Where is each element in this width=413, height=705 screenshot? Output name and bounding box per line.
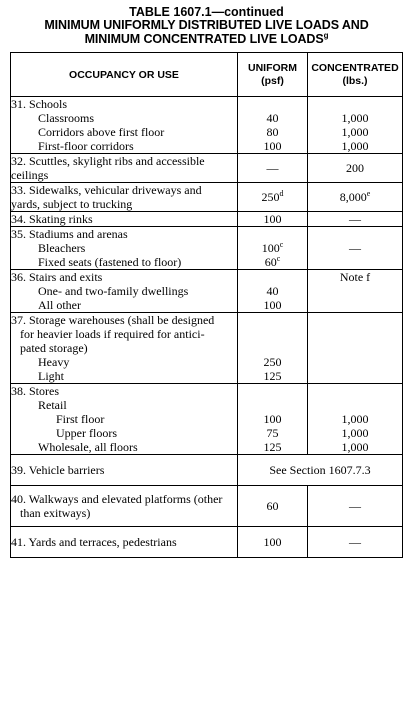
header-occupancy: OCCUPANCY OR USE <box>11 53 238 97</box>
footnote-marker: e <box>366 189 371 198</box>
concentrated-value: 1,000 <box>341 125 369 139</box>
uniform-value-row <box>238 255 307 269</box>
uniform-value: 100 <box>263 535 282 549</box>
uniform-cell <box>238 486 308 527</box>
concentrated-cell <box>308 212 403 227</box>
table-caption-number: TABLE 1607.1—continued <box>129 5 284 19</box>
uniform-value-row <box>238 241 307 255</box>
table-caption-title-line1: MINIMUM UNIFORMLY DISTRIBUTED LIVE LOADS AND <box>44 18 369 32</box>
uniform-cell <box>238 384 308 455</box>
uniform-cell <box>238 227 308 270</box>
occupancy-cell <box>11 97 238 154</box>
concentrated-cell <box>308 270 403 313</box>
row-item: All other <box>38 298 81 312</box>
occupancy-cell <box>11 154 238 183</box>
concentrated-cell <box>308 486 403 527</box>
uniform-value: 250 <box>263 355 282 369</box>
row-item: First-floor corridors <box>38 139 134 153</box>
concentrated-value: 200 <box>346 161 364 175</box>
table-row-yards <box>11 527 403 558</box>
row-title: 31. Schools <box>11 97 68 111</box>
concentrated-value: 8,000 <box>339 190 367 204</box>
table-row-stadiums <box>11 227 403 270</box>
row-title: 36. Stairs and exits <box>11 270 103 284</box>
row-title: 39. Vehicle barriers <box>11 463 105 477</box>
row-title: 35. Stadiums and arenas <box>11 227 128 241</box>
table-row-stairs <box>11 270 403 313</box>
occupancy-cell <box>11 527 238 558</box>
row-item: Corridors above first floor <box>38 125 165 139</box>
header-uniform <box>238 53 308 97</box>
concentrated-value: Note f <box>339 270 371 284</box>
uniform-value: 75 <box>266 426 279 440</box>
live-loads-table <box>10 52 403 558</box>
uniform-value: 100 <box>263 298 282 312</box>
table-row-walkways <box>11 486 403 527</box>
concentrated-cell <box>308 527 403 558</box>
concentrated-value: 1,000 <box>341 426 369 440</box>
occupancy-cell <box>11 270 238 313</box>
concentrated-cell <box>308 227 403 270</box>
spanning-value-cell <box>238 455 403 486</box>
table-row-stores <box>11 384 403 455</box>
concentrated-value: — <box>349 241 361 255</box>
row-title: 32. Scuttles, skylight ribs and accessible <box>11 154 205 168</box>
occupancy-cell <box>11 183 238 212</box>
concentrated-value: 1,000 <box>341 412 369 426</box>
header-concentrated-label: CONCENTRATED <box>311 61 399 74</box>
header-uniform-label: UNIFORM <box>248 61 297 74</box>
row-item: Wholesale, all floors <box>38 440 138 454</box>
row-subheading: Retail <box>38 398 67 412</box>
uniform-value: 60 <box>266 499 279 513</box>
occupancy-cell <box>11 384 238 455</box>
concentrated-value: — <box>349 535 361 549</box>
uniform-value: 125 <box>263 440 282 454</box>
row-item: First floor <box>56 412 105 426</box>
uniform-cell <box>238 183 308 212</box>
occupancy-cell <box>11 486 238 527</box>
uniform-value: 80 <box>266 125 279 139</box>
uniform-value: — <box>266 161 279 175</box>
concentrated-value: — <box>349 212 361 226</box>
table-row-storage-warehouses <box>11 313 403 384</box>
concentrated-cell <box>308 154 403 183</box>
header-row <box>11 53 403 97</box>
row-title-continued: for heavier loads if required for antici- <box>20 327 205 341</box>
concentrated-cell <box>308 313 403 384</box>
concentrated-cell <box>308 97 403 154</box>
concentrated-cell <box>308 183 403 212</box>
header-concentrated-unit: (lbs.) <box>342 74 368 87</box>
row-title: 40. Walkways and elevated platforms (other <box>11 492 223 506</box>
section-reference: See Section 1607.7.3 <box>269 463 371 477</box>
occupancy-cell <box>11 227 238 270</box>
footnote-marker: c <box>276 254 281 263</box>
row-title-continued: than exitways) <box>20 506 91 520</box>
caption-footnote-marker: g <box>323 30 329 40</box>
concentrated-value: 1,000 <box>341 139 369 153</box>
uniform-cell <box>238 313 308 384</box>
table-row-sidewalks <box>11 183 403 212</box>
table-row-skating-rinks <box>11 212 403 227</box>
row-item: Fixed seats (fastened to floor) <box>38 255 182 269</box>
uniform-value: 40 <box>266 111 279 125</box>
uniform-cell <box>238 527 308 558</box>
uniform-value: 250 <box>261 190 280 204</box>
uniform-value: 125 <box>263 369 282 383</box>
concentrated-value: 1,000 <box>341 111 369 125</box>
uniform-cell <box>238 97 308 154</box>
uniform-value: 60 <box>264 255 277 269</box>
uniform-cell <box>238 270 308 313</box>
uniform-value: 40 <box>266 284 279 298</box>
header-concentrated <box>308 53 403 97</box>
occupancy-cell <box>11 313 238 384</box>
table-row-schools <box>11 97 403 154</box>
concentrated-value: 1,000 <box>341 440 369 454</box>
uniform-value: 100 <box>263 212 282 226</box>
row-title-continued: ceilings <box>11 168 49 182</box>
row-item: Light <box>38 369 64 383</box>
row-item: Bleachers <box>38 241 86 255</box>
row-item: One- and two-family dwellings <box>38 284 189 298</box>
occupancy-cell <box>11 212 238 227</box>
row-title: 41. Yards and terraces, pedestrians <box>11 535 177 549</box>
row-title-continued: yards, subject to trucking <box>11 197 133 211</box>
row-title-continued: pated storage) <box>20 341 88 355</box>
uniform-value: 100 <box>261 241 280 255</box>
table-row-scuttles <box>11 154 403 183</box>
occupancy-cell <box>11 455 238 486</box>
footnote-marker: d <box>279 189 284 198</box>
row-item: Classrooms <box>38 111 95 125</box>
concentrated-value: — <box>349 499 361 513</box>
row-title: 37. Storage warehouses (shall be designed <box>11 313 215 327</box>
caption-text: MINIMUM CONCENTRATED LIVE LOADS <box>84 32 324 46</box>
uniform-value: 100 <box>263 139 282 153</box>
row-title: 33. Sidewalks, vehicular driveways and <box>11 183 202 197</box>
table-row-vehicle-barriers <box>11 455 403 486</box>
uniform-value: 100 <box>263 412 282 426</box>
row-item: Upper floors <box>56 426 117 440</box>
row-item: Heavy <box>38 355 70 369</box>
uniform-cell <box>238 212 308 227</box>
row-title: 38. Stores <box>11 384 59 398</box>
table-caption-title-line2 <box>0 32 413 46</box>
concentrated-cell <box>308 384 403 455</box>
uniform-cell <box>238 154 308 183</box>
footnote-marker: c <box>279 240 284 249</box>
header-uniform-unit: (psf) <box>261 74 284 87</box>
row-title: 34. Skating rinks <box>11 212 93 226</box>
